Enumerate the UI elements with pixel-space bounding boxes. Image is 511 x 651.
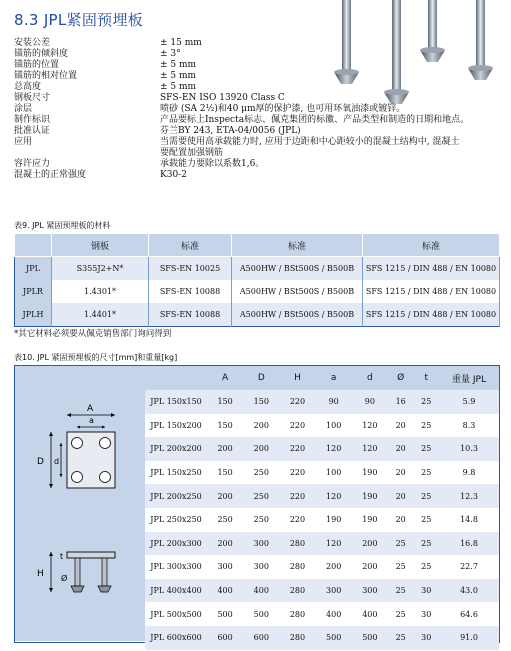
table-header-cell: 标准: [149, 234, 232, 257]
table-cell: 250: [243, 461, 279, 485]
spec-label: 制作标识: [14, 115, 51, 125]
table-row: [145, 626, 499, 650]
spec-label: 涂层: [14, 104, 33, 114]
table-cell: 20: [388, 414, 414, 438]
table-cell: 25: [388, 555, 414, 579]
table-cell: 64.6: [439, 602, 499, 626]
dimensions-table-body: [145, 390, 499, 650]
table-cell: SFS 1215 / DIN 488 / EN 10080: [363, 257, 500, 281]
label-t: t: [60, 552, 64, 561]
spec-row: [14, 49, 504, 60]
table-cell: 25: [388, 579, 414, 603]
table-cell: 8.3: [439, 414, 499, 438]
table-cell: 20: [388, 484, 414, 508]
table-cell: 300: [243, 555, 279, 579]
table-cell: 25: [413, 414, 439, 438]
table-cell: 25: [413, 390, 439, 414]
table-cell: 1.4301*: [52, 280, 149, 303]
spec-value: 承载能力要除以系数1,6。: [160, 159, 265, 169]
table10-caption: 表10. JPL 紧固预埋板的尺寸[mm]和重量[kg]: [14, 353, 178, 362]
table-cell: 400: [316, 602, 352, 626]
table-cell: SFS 1215 / DIN 488 / EN 10080: [363, 280, 500, 303]
table-cell: A500HW / BSt500S / B500B: [232, 303, 363, 327]
table-cell: 150: [243, 390, 279, 414]
spec-label: 钢板尺寸: [14, 93, 51, 103]
table-cell: SFS 1215 / DIN 488 / EN 10080: [363, 303, 500, 327]
table-row: [145, 484, 499, 508]
table-header-cell: a: [316, 366, 352, 390]
table-cell: 200: [207, 484, 243, 508]
spec-value: ± 5 mm: [160, 60, 197, 70]
label-a-lower: a: [89, 416, 94, 425]
table-cell: 20: [388, 437, 414, 461]
table-cell: 5.9: [439, 390, 499, 414]
table-cell: 300: [243, 532, 279, 556]
table-cell: 300: [207, 555, 243, 579]
table-cell: 190: [352, 461, 388, 485]
table-cell: JPL 200x200: [145, 437, 207, 461]
table-cell: 20: [388, 508, 414, 532]
table-cell: JPL 600x600: [145, 626, 207, 650]
table-header-cell: D: [243, 366, 279, 390]
table-cell: 220: [279, 508, 315, 532]
table-header-cell: [145, 366, 207, 390]
table-cell: 9.8: [439, 461, 499, 485]
table-cell: 190: [352, 484, 388, 508]
dimension-diagram: [15, 366, 145, 641]
spec-value: ± 5 mm: [160, 82, 197, 92]
table-cell: 12.3: [439, 484, 499, 508]
table-cell: 120: [352, 437, 388, 461]
dimensions-table-frame: [14, 365, 500, 643]
table-cell: JPL 500x500: [145, 602, 207, 626]
table-cell: JPL: [15, 257, 52, 281]
table-cell: JPL 150x200: [145, 414, 207, 438]
spec-row: [14, 93, 504, 104]
table-row: [145, 532, 499, 556]
table-row: [15, 280, 500, 303]
spec-value: 要配置加强钢筋: [160, 148, 224, 158]
table-cell: 300: [316, 579, 352, 603]
table-cell: 200: [243, 437, 279, 461]
table-cell: 300: [352, 579, 388, 603]
table-row: [145, 461, 499, 485]
table-cell: S355J2+N*: [52, 257, 149, 281]
table-cell: JPL 150x150: [145, 390, 207, 414]
table-cell: 220: [279, 414, 315, 438]
spec-label: 锚筋的倾斜度: [14, 49, 69, 59]
table-cell: 200: [207, 437, 243, 461]
table-cell: 25: [413, 461, 439, 485]
label-d-upper: D: [37, 457, 44, 467]
table-cell: 220: [279, 461, 315, 485]
table-cell: 400: [243, 579, 279, 603]
table-cell: JPL 400x400: [145, 579, 207, 603]
table-cell: 22.7: [439, 555, 499, 579]
table-cell: 25: [413, 532, 439, 556]
spec-label: 批准认证: [14, 126, 51, 136]
spec-label: 容许应力: [14, 159, 51, 169]
table-cell: 16.8: [439, 532, 499, 556]
table-cell: 30: [413, 602, 439, 626]
spec-value: K30-2: [160, 170, 187, 180]
spec-row: [14, 60, 504, 71]
table-header-cell: 重量 JPL: [439, 366, 499, 390]
label-phi: Ø: [61, 574, 68, 583]
materials-table: [14, 233, 500, 327]
table-cell: 10.3: [439, 437, 499, 461]
table-row: [15, 303, 500, 327]
table-cell: 500: [316, 626, 352, 650]
table-cell: 280: [279, 532, 315, 556]
table-cell: 25: [388, 602, 414, 626]
table-cell: 220: [279, 437, 315, 461]
table-cell: SFS-EN 10088: [149, 303, 232, 327]
spec-value: SFS-EN ISO 13920 Class C: [160, 93, 285, 103]
table-cell: 100: [316, 461, 352, 485]
table-row: [145, 508, 499, 532]
table-cell: 16: [388, 390, 414, 414]
table-header-row: [15, 234, 500, 257]
table-cell: 120: [316, 437, 352, 461]
table-cell: 20: [388, 461, 414, 485]
table-cell: 14.8: [439, 508, 499, 532]
table-cell: 120: [316, 532, 352, 556]
table-cell: 91.0: [439, 626, 499, 650]
table-header-row: [145, 366, 499, 390]
table-header-cell: d: [352, 366, 388, 390]
spec-row: [14, 170, 504, 181]
table-cell: 280: [279, 626, 315, 650]
table-cell: 280: [279, 602, 315, 626]
table-cell: 150: [207, 414, 243, 438]
spec-label: 锚筋的位置: [14, 60, 60, 70]
spec-row: [14, 126, 504, 137]
spec-row: [14, 82, 504, 93]
spec-row: [14, 104, 504, 115]
table-header-cell: 标准: [232, 234, 363, 257]
spec-row: [14, 71, 504, 82]
table-cell: 90: [316, 390, 352, 414]
table-cell: 200: [352, 532, 388, 556]
table-cell: 190: [352, 508, 388, 532]
table-cell: 90: [352, 390, 388, 414]
table9-caption: 表9. JPL 紧固预埋板的材料: [14, 221, 111, 230]
spec-label: 锚筋的相对位置: [14, 71, 78, 81]
table-cell: SFS-EN 10088: [149, 280, 232, 303]
spec-row: [14, 148, 504, 159]
spec-value: ± 5 mm: [160, 71, 197, 81]
label-d-lower: d: [54, 457, 60, 466]
table-cell: 220: [279, 484, 315, 508]
table-cell: 25: [388, 532, 414, 556]
table-header-cell: 标准: [363, 234, 500, 257]
table-cell: 150: [207, 461, 243, 485]
table-cell: 25: [413, 508, 439, 532]
table-cell: SFS-EN 10025: [149, 257, 232, 281]
table-cell: JPLH: [15, 303, 52, 327]
table-header-cell: t: [413, 366, 439, 390]
table-cell: 250: [207, 508, 243, 532]
table-cell: 280: [279, 555, 315, 579]
table-cell: 600: [243, 626, 279, 650]
table-row: [145, 390, 499, 414]
spec-value: 芬兰BY 243, ETA-04/0056 (JPL): [160, 126, 301, 136]
table-cell: 200: [207, 532, 243, 556]
spec-row: [14, 38, 504, 49]
table-cell: 1.4401*: [52, 303, 149, 327]
spec-label: 安装公差: [14, 38, 51, 48]
spec-label: 总高度: [14, 82, 42, 92]
table-cell: 120: [352, 414, 388, 438]
table-header-cell: Ø: [388, 366, 414, 390]
table-cell: A500HW / BSt500S / B500B: [232, 280, 363, 303]
spec-value: ± 15 mm: [160, 38, 202, 48]
spec-value: ± 3°: [160, 49, 181, 59]
page-title: 8.3 JPL紧固预埋板: [14, 11, 144, 29]
label-h: H: [37, 569, 44, 579]
table-cell: 43.0: [439, 579, 499, 603]
table-row: [145, 414, 499, 438]
table-cell: JPL 150x250: [145, 461, 207, 485]
table-cell: A500HW / BSt500S / B500B: [232, 257, 363, 281]
table-cell: 600: [207, 626, 243, 650]
table-cell: 25: [413, 484, 439, 508]
table-cell: 25: [413, 437, 439, 461]
spec-label: 混凝土的正常强度: [14, 170, 87, 180]
spec-label: [14, 148, 160, 159]
label-a-upper: A: [87, 404, 94, 414]
table-cell: 400: [207, 579, 243, 603]
table-cell: 250: [243, 508, 279, 532]
spec-row: [14, 159, 504, 170]
table-cell: 30: [413, 579, 439, 603]
table-cell: JPL 250x250: [145, 508, 207, 532]
table-cell: 120: [316, 484, 352, 508]
spec-value: 当需要使用高承载能力时, 应用于边距和中心距较小的混凝土结构中, 混凝土: [160, 137, 460, 147]
table-row: [145, 602, 499, 626]
materials-note: *其它材料必须要从佩克销售部门询问得到: [14, 329, 172, 339]
anchor-plate-diagram: [15, 366, 145, 641]
table-cell: 25: [388, 626, 414, 650]
table-header-cell: 钢板: [52, 234, 149, 257]
table-row: [145, 555, 499, 579]
table-cell: 500: [207, 602, 243, 626]
table-cell: 25: [413, 555, 439, 579]
spec-value: 喷砂 (SA 2½)和40 μm厚的保护漆, 也可用环氧油漆或镀锌。: [160, 104, 406, 114]
table-header-cell: [15, 234, 52, 257]
table-cell: JPL 300x300: [145, 555, 207, 579]
spec-row: [14, 137, 504, 148]
table-cell: 400: [352, 602, 388, 626]
specifications-list: [14, 38, 504, 181]
table-header-cell: A: [207, 366, 243, 390]
table-cell: 280: [279, 579, 315, 603]
table-cell: 30: [413, 626, 439, 650]
table-cell: 220: [279, 390, 315, 414]
table-cell: JPL 200x250: [145, 484, 207, 508]
table-cell: 100: [316, 414, 352, 438]
spec-label: 应用: [14, 137, 33, 147]
table-cell: JPL 200x300: [145, 532, 207, 556]
table-cell: 150: [207, 390, 243, 414]
table-cell: 190: [316, 508, 352, 532]
spec-row: [14, 115, 504, 126]
table-cell: 250: [243, 484, 279, 508]
table-cell: 200: [352, 555, 388, 579]
table-cell: 200: [316, 555, 352, 579]
table-cell: 500: [352, 626, 388, 650]
table-header-cell: H: [279, 366, 315, 390]
spec-value: 产品要标上Inspecta标志、佩克集团的标徽、产品类型和制造的日期和地点。: [160, 115, 470, 125]
table-row: [145, 579, 499, 603]
table-row: [145, 437, 499, 461]
table-cell: 200: [243, 414, 279, 438]
table-row: [15, 257, 500, 281]
table-cell: JPLR: [15, 280, 52, 303]
dimensions-table: [145, 366, 499, 650]
table-cell: 500: [243, 602, 279, 626]
